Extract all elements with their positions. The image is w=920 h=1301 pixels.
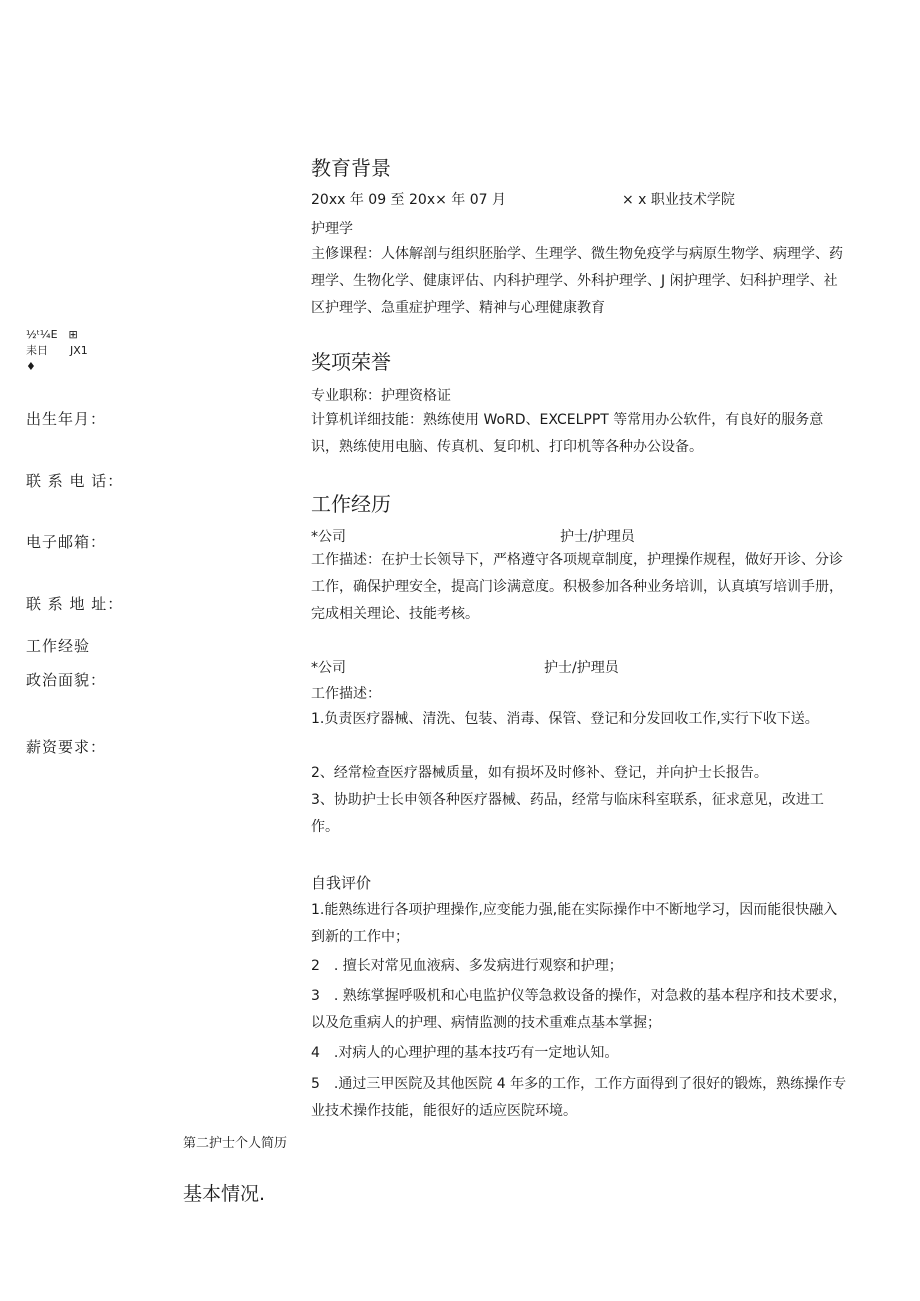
- salary-label-clipped: [26, 737, 107, 756]
- self-eval-item-3: 3 . 熟练掌握呼吸机和心电监护仪等急救设备的操作，对急救的基本程序和技术要求，以及危重病人的护理、病情监测的技术重难点基本掌握；: [311, 988, 847, 1031]
- salary-label-text: 薪资要求：: [26, 738, 107, 756]
- work-years-label-text: 工作经验: [26, 637, 91, 655]
- job-1-company: *公司: [311, 529, 346, 545]
- job-2-item-2: 2、经常检查医疗器械质量，如有损坏及时修补、登记，并向护士长报告。: [311, 765, 768, 781]
- self-eval-item-1: 1.能熟练进行各项护理操作,应变能力强,能在实际操作中不断地学习，因而能很快融入到新的工作中；: [311, 902, 838, 945]
- political-status-label: 政治面貌：: [26, 671, 107, 689]
- self-eval-item-5: 5 .通过三甲医院及其他医院 4 年多的工作，工作方面得到了很好的锻炼，熟练操作专业技术操作技能，能很好的适应医院环境。: [311, 1076, 847, 1119]
- job-1-position: 护士/护理员: [560, 529, 635, 545]
- computer-skills: 计算机详细技能：熟练使用 WoRD、EXCELPPT 等常用办公软件，有良好的服务意识，熟练使用电脑、传真机、复印机、打印机等各种办公设备。: [311, 412, 824, 455]
- phone-label: 联 系 电 话：: [26, 472, 124, 490]
- professional-title: 专业职称：护理资格证: [311, 388, 451, 404]
- self-eval-item-4: 4 .对病人的心理护理的基本技巧有一定地认知。: [311, 1045, 619, 1061]
- education-dates: 20xx 年 09 至 20x× 年 07 月: [311, 192, 506, 208]
- address-label: 联 系 地 址：: [26, 595, 124, 613]
- garbled-header-line-1: ½ᵗ¼E ⊞: [26, 328, 78, 341]
- education-major: 护理学: [311, 221, 353, 237]
- resume-subtitle: 第二护士个人简历: [183, 1136, 288, 1151]
- awards-heading: 奖项荣誉: [311, 350, 391, 374]
- email-label: 电子邮箱：: [26, 533, 107, 551]
- education-courses: 主修课程：人体解剖与组织胚胎学、生理学、微生物免疫学与病原生物学、病理学、药理学、生物化学、健康评估、内科护理学、外科护理学、J 闲护理学、妇科护理学、社区护理学、急重症护理学、精神与心理健康教育: [311, 246, 843, 316]
- work-heading: 工作经历: [311, 492, 391, 516]
- garbled-header-line-2: 耒日 JX1: [26, 344, 88, 357]
- job-2-description-label: 工作描述：: [311, 686, 381, 702]
- job-2-item-3: 3、协助护士长申领各种医疗器械、药品，经常与临床科室联系，征求意见，改进工作。: [311, 792, 824, 835]
- job-2-position: 护士/护理员: [544, 660, 619, 676]
- job-1-description: 工作描述：在护士长领导下，严格遵守各项规章制度，护理操作规程，做好开诊、分诊工作，确保护理安全，提高门诊满意度。积极参加各种业务培训，认真填写培训手册，完成相关理论、技能考核。: [311, 552, 843, 622]
- self-eval-item-2: 2 . 擅长对常见血液病、多发病进行观察和护理；: [311, 958, 623, 974]
- birth-date-label: 出生年月：: [26, 410, 107, 428]
- job-2-item-1: 1.负责医疗器械、清洗、包装、消毒、保管、登记和分发回收工作,实行下收下送。: [311, 711, 819, 727]
- education-school: × x 职业技术学院: [622, 192, 735, 208]
- diamond-icon: ♦: [26, 360, 36, 373]
- work-years-label-clipped: [26, 637, 91, 655]
- basic-info-heading: 基本情况.: [183, 1183, 266, 1205]
- job-2-company: *公司: [311, 660, 346, 676]
- education-heading: 教育背景: [311, 156, 391, 180]
- self-eval-heading: 自我评价: [311, 874, 372, 892]
